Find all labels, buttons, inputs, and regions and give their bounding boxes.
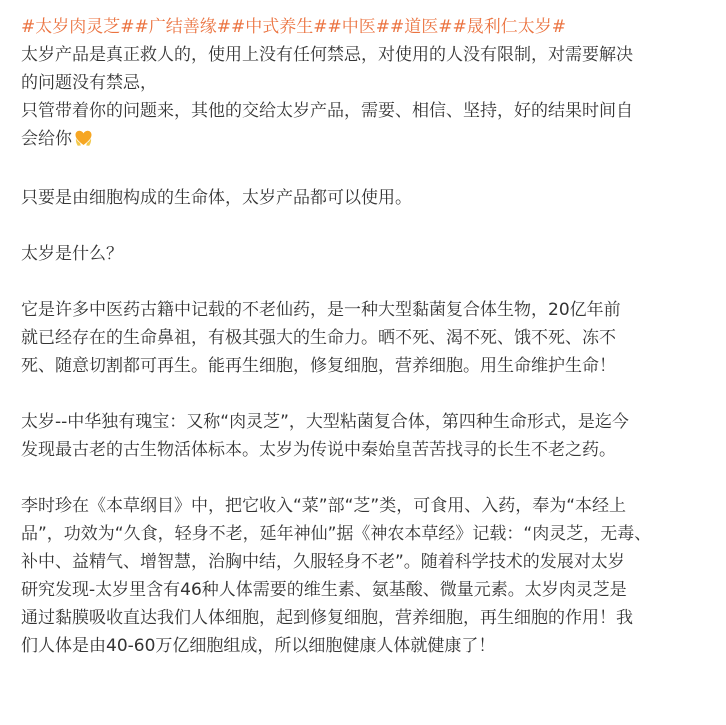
- paragraph-spacer: [21, 380, 711, 408]
- text-line: 的问题没有禁忌，: [21, 73, 157, 93]
- text-line: 补中、益精气、增智慧，治胸中结，久服轻身不老”。随着科学技术的发展对太岁: [21, 552, 625, 572]
- text-line: 它是许多中医药古籍中记载的不老仙药，是一种大型黏菌复合体生物，20亿年前: [21, 300, 621, 320]
- post-body: [21, 13, 711, 660]
- heart-hands-icon: [74, 128, 93, 156]
- paragraph-usage: [21, 184, 711, 212]
- hashtag-link[interactable]: #道医#: [390, 17, 453, 37]
- paragraph-history: [21, 492, 711, 660]
- hashtag-row: [21, 13, 711, 41]
- paragraph-definition: [21, 296, 711, 380]
- text-line: 就已经存在的生命鼻祖，有极其强大的生命力。晒不死、渴不死、饿不死、冻不: [21, 328, 616, 348]
- text-line: 研究发现-太岁里含有46种人体需要的维生素、氨基酸、微量元素。太岁肉灵芝是: [21, 580, 627, 600]
- hashtag-link[interactable]: #中式养生#: [231, 17, 328, 37]
- hashtag-link[interactable]: #太岁肉灵芝#: [21, 17, 135, 37]
- paragraph-spacer: [21, 464, 711, 492]
- paragraph-question: [21, 240, 711, 268]
- text-line: 发现最古老的古生物活体标本。太岁为传说中秦始皇苦苦找寻的长生不老之药。: [21, 440, 616, 460]
- text-line: 只要是由细胞构成的生命体，太岁产品都可以使用。: [21, 188, 412, 208]
- text-line: 品”，功效为“久食，轻身不老，延年神仙”据《神农本草经》记载：“肉灵芝，无毒、: [21, 524, 652, 544]
- text-line: 太岁--中华独有瑰宝：又称“肉灵芝”，大型粘菌复合体，第四种生命形式，是迄今: [21, 412, 629, 432]
- text-line: 太岁产品是真正救人的，使用上没有任何禁忌，对使用的人没有限制，对需要解决: [21, 45, 633, 65]
- text-line: 李时珍在《本草纲目》中，把它收入“菜”部“芝”类，可食用、入药，奉为“本经上: [21, 496, 627, 516]
- text-line: 们人体是由40-60万亿细胞组成，所以细胞健康人体就健康了！: [21, 636, 496, 656]
- text-line: 死、随意切割都可再生。能再生细胞，修复细胞，营养细胞。用生命维护生命！: [21, 356, 616, 376]
- text-line: 通过黏膜吸收直达我们人体细胞，起到修复细胞，营养细胞，再生细胞的作用！我: [21, 608, 633, 628]
- paragraph-spacer: [21, 268, 711, 296]
- paragraph-spacer: [21, 212, 711, 240]
- text-line-with-emoji: [21, 125, 711, 156]
- text-line: 只管带着你的问题来，其他的交给太岁产品，需要、相信、坚持，好的结果时间自: [21, 101, 633, 121]
- paragraph-spacer: [21, 156, 711, 184]
- hashtag-link[interactable]: #中医#: [327, 17, 390, 37]
- text-line: 太岁是什么？: [21, 244, 123, 264]
- hashtag-link[interactable]: #晟利仁太岁#: [452, 17, 566, 37]
- paragraph-treasure: [21, 408, 711, 464]
- paragraph-products: [21, 41, 711, 156]
- text-span: 会给你: [21, 129, 72, 149]
- hashtag-link[interactable]: #广结善缘#: [134, 17, 231, 37]
